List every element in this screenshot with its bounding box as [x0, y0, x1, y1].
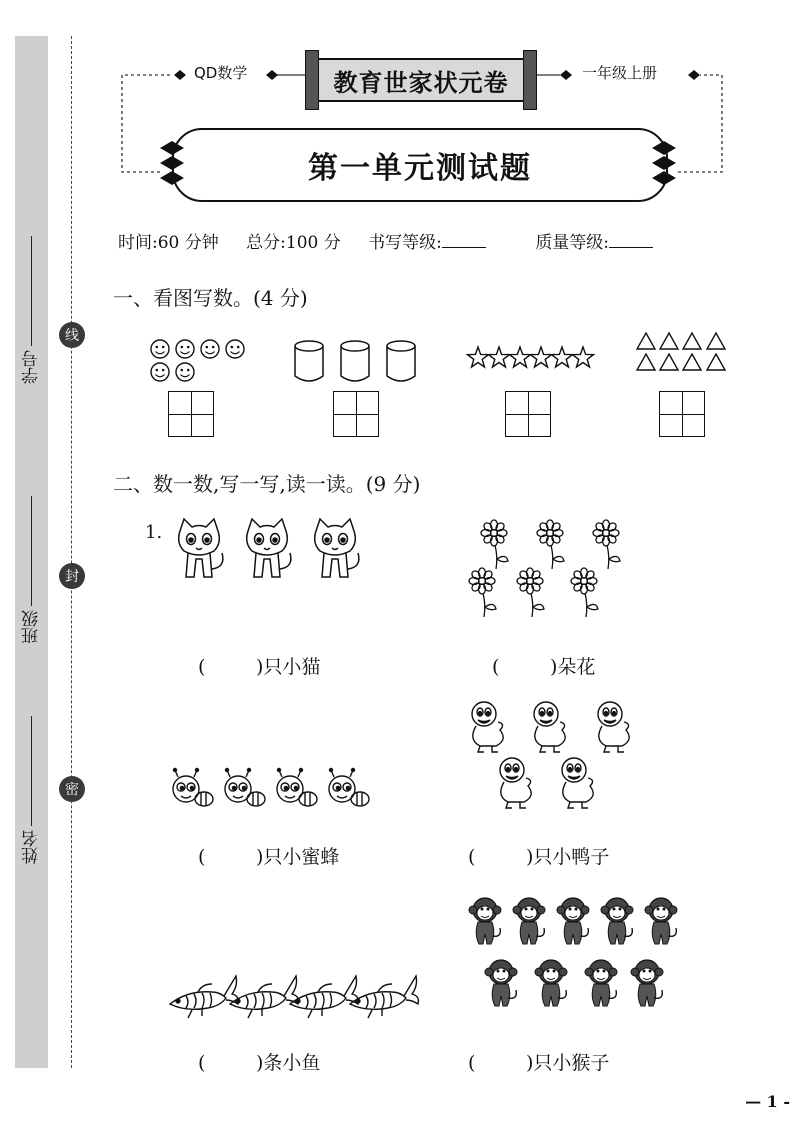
bee-icon	[168, 765, 368, 815]
subject-tag: QD数学	[190, 62, 251, 83]
fish-icon	[166, 964, 418, 1026]
student-no-field	[15, 236, 48, 384]
seal-line-badge: 线	[59, 322, 85, 348]
bees-unit-label: 只小蜜蜂	[263, 846, 340, 868]
page-number: — 1 -	[745, 1092, 790, 1111]
writing-grade	[368, 233, 508, 253]
fish-unit-label: 条小鱼	[263, 1052, 321, 1074]
answer-box-triangles[interactable]	[659, 391, 705, 437]
ducks-unit-label: 只小鸭子	[533, 846, 610, 868]
answer-box-cylinders[interactable]	[333, 391, 379, 437]
answer-box-stars[interactable]	[505, 391, 551, 437]
star-icon	[467, 344, 595, 372]
answer-fish: ( )条小鱼	[198, 1052, 321, 1074]
cats-unit-label: 只小猫	[263, 656, 321, 678]
class-line[interactable]	[31, 496, 33, 606]
cylinder-icon	[294, 338, 420, 384]
answer-bees-blank[interactable]: (	[198, 846, 206, 868]
triangle-icon	[636, 332, 732, 372]
answer-monkeys: ( )只小猴子	[468, 1052, 610, 1074]
cat-icon	[170, 515, 370, 587]
monkey-icon	[466, 892, 686, 1016]
unit-title-banner	[172, 128, 668, 202]
quality-grade	[535, 233, 675, 253]
monkeys-unit-label: 只小猴子	[533, 1052, 610, 1074]
answer-box-smileys[interactable]	[168, 391, 214, 437]
quality-grade-blank[interactable]	[609, 233, 653, 248]
exam-meta	[118, 228, 697, 253]
duck-icon	[464, 698, 644, 818]
time-limit: 时间:60 分钟	[118, 233, 219, 253]
answer-ducks: ( )只小鸭子	[468, 846, 610, 868]
class-field	[15, 496, 48, 644]
unit-title: 第一单元测试题	[308, 151, 532, 186]
smiley-face-icon	[148, 338, 248, 384]
name-field	[15, 716, 48, 864]
writing-grade-blank[interactable]	[442, 233, 486, 248]
item-number: 1.	[145, 522, 163, 543]
answer-ducks-blank[interactable]: (	[468, 846, 476, 868]
answer-flowers: ( )朵花	[492, 656, 596, 678]
scroll-rod-left	[305, 50, 319, 110]
answer-monkeys-blank[interactable]: (	[468, 1052, 476, 1074]
answer-cats-blank[interactable]: (	[198, 656, 206, 678]
series-scroll-banner	[305, 50, 537, 110]
grade-tag: 一年级上册	[578, 62, 661, 83]
writing-grade-label: 书写等级:	[368, 233, 442, 253]
seal-seal-badge: 封	[59, 563, 85, 589]
answer-fish-blank[interactable]: (	[198, 1052, 206, 1074]
name-label: 姓名	[22, 830, 42, 864]
scroll-rod-right	[523, 50, 537, 110]
name-line[interactable]	[31, 716, 33, 826]
answer-cats: ( )只小猫	[198, 656, 321, 678]
quality-grade-label: 质量等级:	[535, 233, 610, 253]
class-label: 班级	[22, 610, 42, 644]
seal-secret-badge: 密	[59, 776, 85, 802]
section1-title: 一、看图写数。(4 分)	[113, 286, 308, 310]
total-score: 总分:100 分	[246, 233, 341, 253]
flower-icon	[462, 515, 632, 625]
student-no-line[interactable]	[31, 236, 33, 346]
answer-flowers-blank[interactable]: (	[492, 656, 500, 678]
series-title: 教育世家状元卷	[333, 68, 509, 97]
section2-title: 二、数一数,写一写,读一读。(9 分)	[113, 472, 421, 496]
answer-bees: ( )只小蜜蜂	[198, 846, 340, 868]
flowers-unit-label: 朵花	[557, 656, 596, 678]
student-no-label: 学号	[22, 350, 42, 384]
